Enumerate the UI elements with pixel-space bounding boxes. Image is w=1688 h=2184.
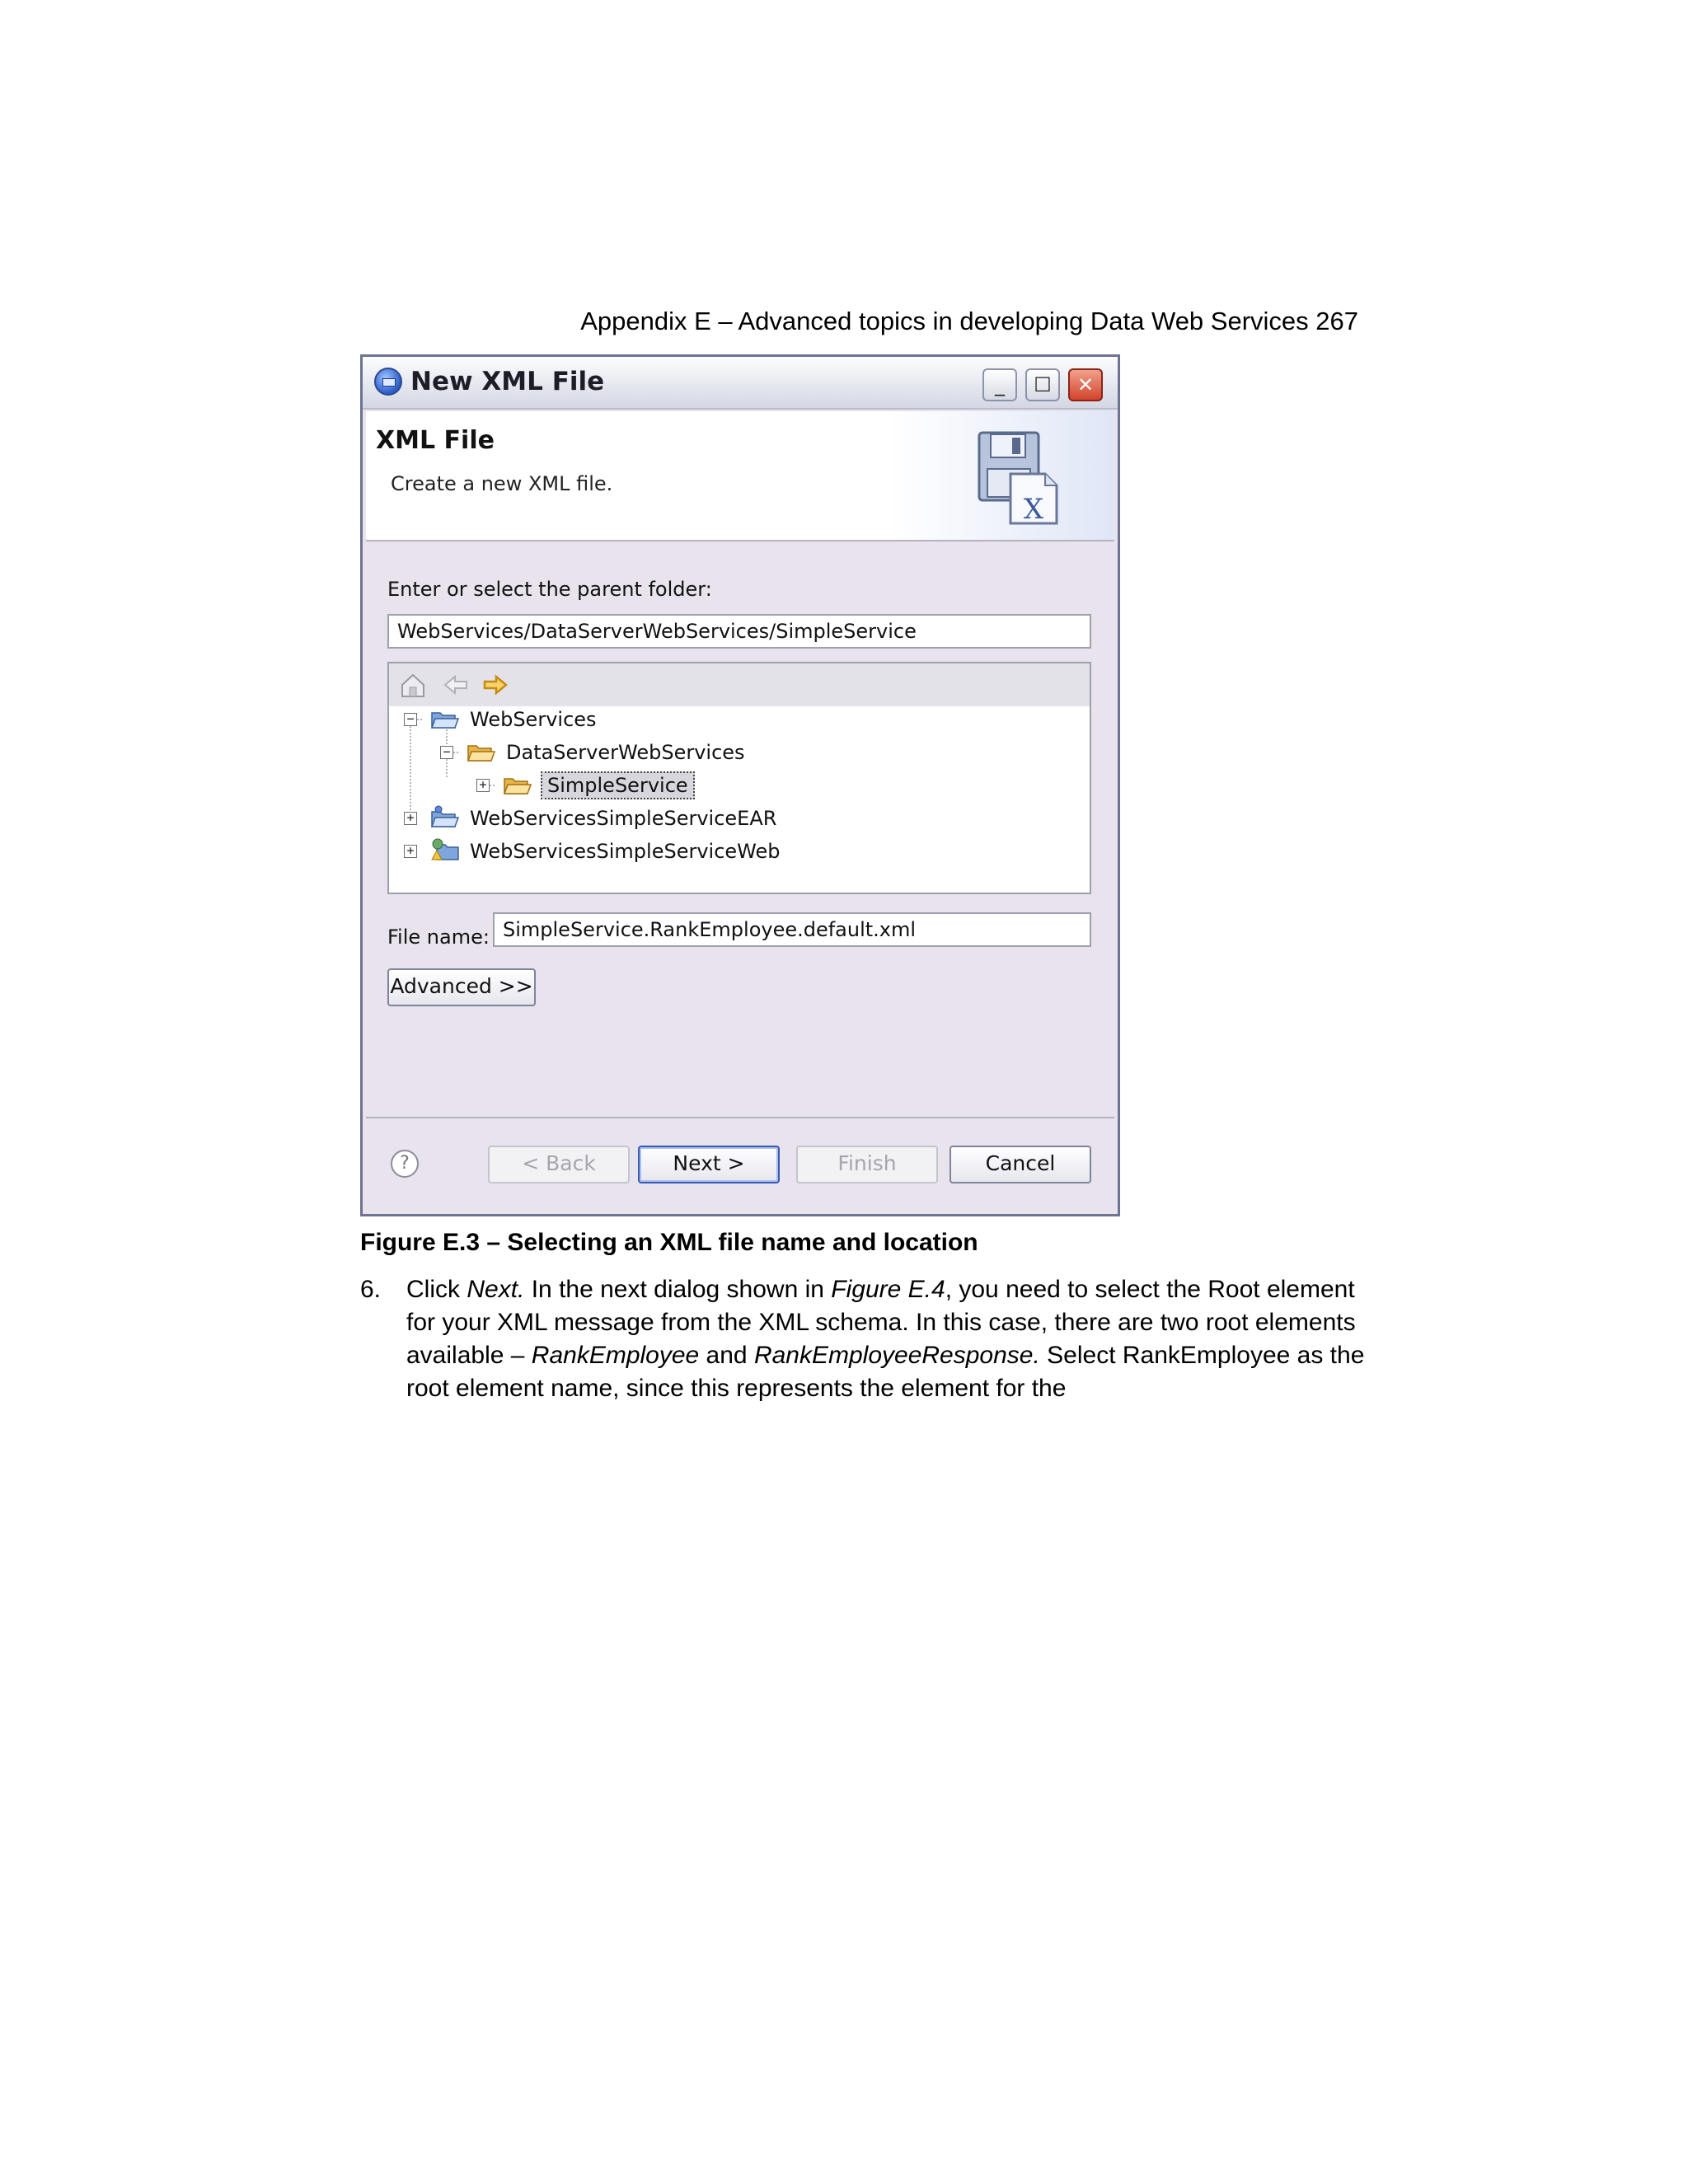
step-text-emphasis: Figure E.4 xyxy=(831,1276,945,1303)
tree-expand-toggle[interactable]: + xyxy=(404,845,417,858)
open-folder-icon xyxy=(503,774,532,797)
next-button[interactable]: Next > xyxy=(638,1146,780,1183)
tree-connector-lines xyxy=(389,706,1093,894)
step-paragraph xyxy=(360,1273,1382,1405)
tree-expand-toggle[interactable]: + xyxy=(476,779,490,792)
tree-expand-toggle[interactable]: + xyxy=(404,812,417,825)
tree-item-dataserverwebservices[interactable]: DataServerWebServices xyxy=(506,741,745,764)
window-app-icon xyxy=(374,368,402,396)
back-arrow-icon[interactable] xyxy=(440,670,471,700)
file-name-input[interactable]: SimpleService.RankEmployee.default.xml xyxy=(493,912,1091,947)
step-text-run: In the next dialog shown in xyxy=(524,1276,832,1303)
close-button[interactable]: ✕ xyxy=(1068,368,1103,401)
back-button[interactable]: < Back xyxy=(488,1146,630,1183)
dialog-title: New XML File xyxy=(410,367,605,396)
tree-item-simpleservice[interactable]: SimpleService xyxy=(541,771,695,799)
minimize-button[interactable]: _ xyxy=(982,368,1017,401)
step-text-run: Click xyxy=(406,1276,467,1303)
step-text-emphasis: RankEmployee xyxy=(531,1342,700,1369)
svg-text:X: X xyxy=(1023,493,1044,526)
cancel-button[interactable]: Cancel xyxy=(950,1146,1091,1183)
tree-item-webservices[interactable]: WebServices xyxy=(470,708,597,731)
step-text xyxy=(406,1273,1382,1405)
open-folder-icon xyxy=(467,741,496,764)
tree-item-webservicessimpleserviceear[interactable]: WebServicesSimpleServiceEAR xyxy=(470,807,777,830)
new-xml-file-dialog xyxy=(360,354,1120,1216)
folder-tree-panel xyxy=(387,662,1091,894)
footer-separator xyxy=(366,1117,1114,1118)
dialog-titlebar[interactable] xyxy=(363,357,1118,410)
forward-arrow-icon[interactable] xyxy=(480,670,511,700)
tree-item-webservicessimpleserviceweb[interactable]: WebServicesSimpleServiceWeb xyxy=(470,840,781,863)
page-header: Appendix E – Advanced topics in developing Data Web Services 267 xyxy=(580,307,1358,335)
tree-toolbar xyxy=(389,663,1090,706)
help-icon[interactable]: ? xyxy=(391,1150,419,1178)
wizard-page-title: XML File xyxy=(376,426,495,455)
open-folder-icon xyxy=(430,708,460,731)
xml-file-wizard-icon xyxy=(974,428,1065,527)
ear-project-icon xyxy=(430,805,460,828)
figure-caption: Figure E.3 – Selecting an XML file name and location xyxy=(360,1229,978,1256)
advanced-button[interactable]: Advanced >> xyxy=(387,968,536,1006)
step-text-run: and xyxy=(699,1342,754,1369)
wizard-banner xyxy=(366,411,1114,541)
maximize-button[interactable]: ☐ xyxy=(1025,368,1060,401)
finish-button[interactable]: Finish xyxy=(796,1146,938,1183)
parent-folder-input[interactable]: WebServices/DataServerWebServices/SimpleService xyxy=(387,614,1091,649)
web-project-icon xyxy=(430,838,460,861)
file-name-label: File name: xyxy=(387,926,490,949)
tree-collapse-toggle[interactable]: − xyxy=(404,713,417,726)
step-text-emphasis: Next. xyxy=(467,1276,525,1303)
tree-collapse-toggle[interactable]: − xyxy=(440,746,453,759)
step-number: 6. xyxy=(360,1276,382,1303)
home-icon[interactable] xyxy=(397,670,429,700)
step-text-emphasis: RankEmployeeResponse. xyxy=(753,1342,1040,1369)
step-text-run: , you need to select the Root element for your XML message from the XML schema. In this case, there are two root elements available – xyxy=(406,1276,1356,1369)
wizard-page-description: Create a new XML file. xyxy=(391,472,613,495)
step-text-run: Select RankEmployee as the root element name, since this represents the element for the xyxy=(406,1342,1365,1402)
parent-folder-label: Enter or select the parent folder: xyxy=(387,578,712,601)
